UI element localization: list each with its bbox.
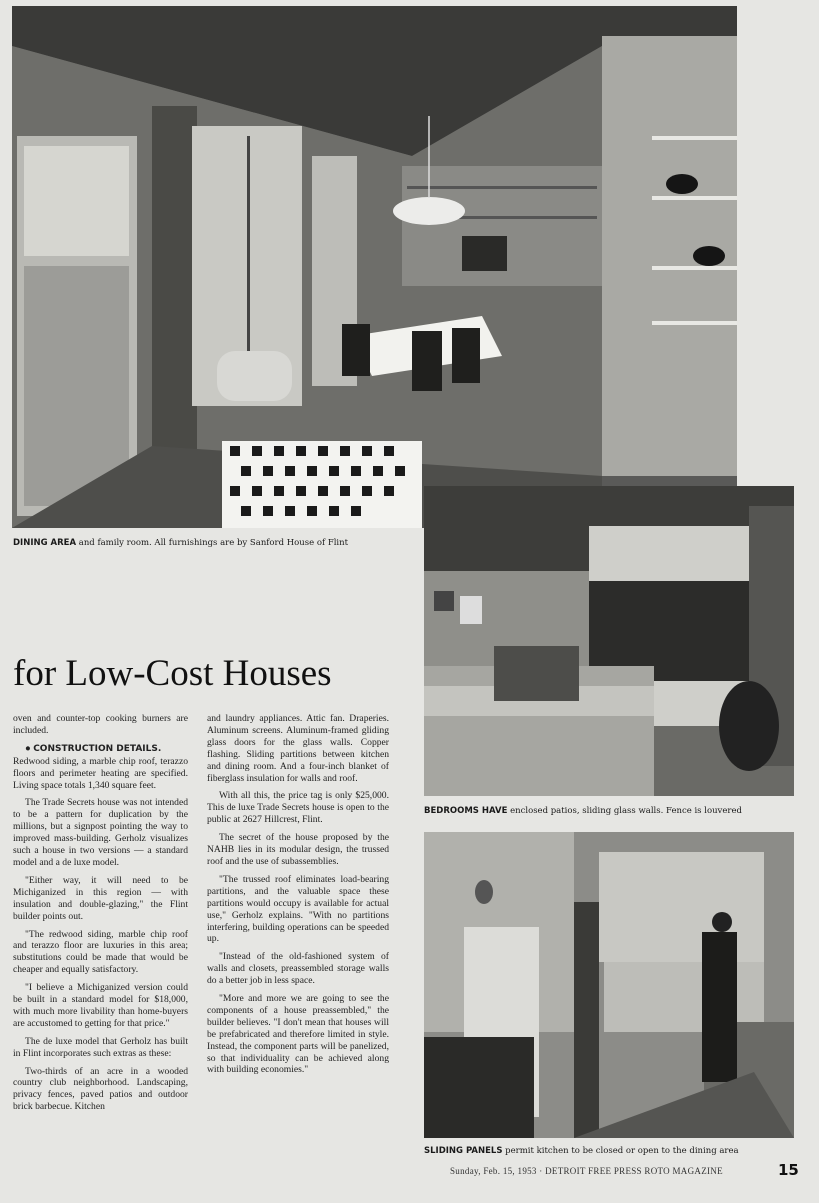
- paragraph: Redwood siding, a marble chip roof, terazzo floors and perimeter heating are specified. Living space totals 1,340 square feet.: [13, 755, 188, 791]
- bedroom-caption: BEDROOMS HAVE enclosed patios, sliding glass walls. Fence is louvered: [424, 806, 742, 816]
- dining-area-photo: [12, 6, 737, 528]
- kitchen-photo: [424, 832, 794, 1138]
- bedroom-photo: [424, 486, 794, 796]
- paragraph: Two-thirds of an acre in a wooded country club neighborhood. Landscaping, privacy fences, paved patios and outdoor brick barbecue. Kitchen: [13, 1065, 188, 1113]
- paragraph: and laundry appliances. Attic fan. Draperies. Aluminum screens. Aluminum-framed gliding glass doors for the glass walls. Copper flashing. Sliding partitions between kitchen and dining room. And a four-inch blanket of fiberglass insulation for walls and roof.: [207, 713, 389, 784]
- kitchen-caption: SLIDING PANELS permit kitchen to be closed or open to the dining area: [424, 1146, 739, 1156]
- paragraph: ● CONSTRUCTION DETAILS.: [25, 742, 162, 754]
- paragraph: The de luxe model that Gerholz has built in Flint incorporates such extras as these:: [13, 1035, 188, 1059]
- paragraph: "More and more we are going to see the components of a house preassembled," the builder believes. "I don't mean that houses will be prefabricated and therefore limited in style. Instead, the component parts will be panelized, so that individuality can be achieved along with building economies.": [207, 993, 389, 1076]
- page-number: 15: [778, 1161, 799, 1179]
- page-footer: Sunday, Feb. 15, 1953 · DETROIT FREE PRESS ROTO MAGAZINE: [450, 1166, 723, 1176]
- paragraph: The secret of the house proposed by the NAHB lies in its modular design, the trussed roof and the use of subassemblies.: [207, 832, 389, 867]
- paragraph: "The redwood siding, marble chip roof and terazzo floor are luxuries in this area; substitutions could be made that would be cheaper and equally satisfactory.: [13, 928, 188, 976]
- paragraph: "Either way, it will need to be Michiganized in this region — with insulation and double-glazing," the Flint builder points out.: [13, 874, 188, 922]
- paragraph: The Trade Secrets house was not intended to be a pattern for duplication by the millions, but a signpost pointing the way to improved mass-building. Gerholz visualizes such a house in two versions — a standard model and a de luxe model.: [13, 797, 188, 868]
- paragraph: "Instead of the old-fashioned system of walls and closets, preassembled storage walls do a better job in less space.: [207, 951, 389, 987]
- paragraph: "I believe a Michiganized version could be built in a standard model for $18,000, with much more livability than home-buyers are accustomed to getting for that price.": [13, 982, 188, 1029]
- paragraph: With all this, the price tag is only $25,000. This de luxe Trade Secrets house is open to the public at 2627 Hillcrest, Flint.: [207, 790, 389, 826]
- paragraph: oven and counter-top cooking burners are included.: [13, 713, 188, 736]
- article-column-2: [207, 713, 389, 1082]
- article-column-1: [13, 713, 188, 1119]
- dining-area-caption: DINING AREA and family room. All furnishings are by Sanford House of Flint: [13, 538, 349, 548]
- paragraph: "The trussed roof eliminates load-bearing partitions, and the valuable space these partitions would occupy is available for actual use," Gerholz explains. "With no partitions interfering, building operations can be speeded up.: [207, 873, 389, 945]
- article-headline: for Low-Cost Houses: [13, 653, 332, 694]
